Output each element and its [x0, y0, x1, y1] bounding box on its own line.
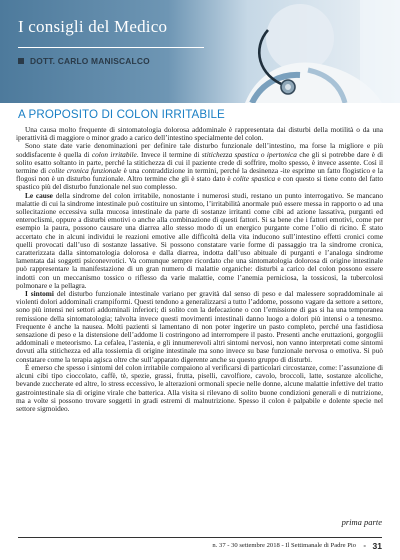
author-line — [18, 56, 150, 66]
author-name: DOTT. CARLO MANISCALCO — [30, 56, 150, 66]
title-underline — [18, 47, 204, 48]
paragraph-intro: Una causa molto frequente di sintomatologia dolorosa addominale è rappresentata dai disturbi della motilità o da una iperattività di maggiore o minor grado a carico dell’intestino specialmente del colon. — [16, 126, 383, 143]
issue-info: n. 37 - 30 settembre 2018 - Il Settimanale di Padre Pio — [212, 542, 356, 549]
page-footer — [0, 533, 400, 560]
doctor-stethoscope-photo — [0, 0, 400, 103]
paragraph-symptoms: I sintomi del disturbo funzionale intestinale variano per gravità dal senso di peso e dal malessere sopraddominale ai violenti dolori addominali crampiformi. Questi tendono a generalizzarsi a tutto l’addome, possono vagare da settore a settore, sono più intensi nei settori addominali inferiori; di solito con la defecazione o con l’emissione di gas si ha una temporanea remissione della sintomatologia; talvolta invece questi movimenti intestinali danno luogo a dolori più intensi o a tenesmo. Frequente è anche la nausea. Molti pazienti si lamentano di non poter ingerire un pasto completo, perché una fastidiosa sensazione di peso e la distensione dell’addome li costringono ad interrompere il pasto. Presenti anche eruttazioni, gorgoglii addominali e meteorismo. La cefalea, l’astenia, e gli innumerevoli altri sintomi nervosi, non vanno interpretati come sintomi dovuti alla stitichezza ed alla tossiemia di origine intestinale ma sono invece su base funzionale nervosa o emotiva. Si può constatare come la terapia agisca oltre che sull’apparato digerente anche su questo gruppo di disturbi. — [16, 289, 383, 364]
header-banner — [0, 0, 400, 103]
article-body — [16, 126, 383, 516]
square-bullet-icon — [18, 58, 24, 64]
article-title: A PROPOSITO DI COLON IRRITABILE — [18, 108, 225, 121]
footer-divider — [18, 537, 382, 538]
paragraph-triggers: È emerso che spesso i sintomi del colon irritabile compaiono al verificarsi di particolari circostanze, come: l’assunzione di alcuni cibi tipo cioccolato, caffè, tè, spezie, grassi, frutta, piselli, cavolfiore, cavolo, broccoli, latte, sostanze alcoliche, bevande zuccherate ed altre, lo stress eccessivo, le alterazioni ormonali specie nelle donne, alcune malattie infettive del tratto gastrointestinale sia di origine virale che batterica. Alla visita si rilevano di solito buone condizioni generali e di nutrizione, ma a volte si possono trovare soggetti in gradi estremi di malnutrizione. Spesso il colon è palpabile e dolente specie nel settore sigmoideo. — [16, 362, 383, 413]
continues-label: prima parte — [341, 517, 382, 527]
section-title: I consigli del Medico — [18, 17, 168, 36]
page-number: 31 — [372, 541, 382, 551]
paragraph-denominations: Sono state date varie denominazioni per definire tale disturbo funzionale dell’intestino, ma forse la migliore e più soddisfacente è quella di colon irritabile. Invece il termine di stitichezza spastica o ipertonica che gli si potrebbe dare è di solito esatto soltanto in parte, perché la stitichezza di cui il paziente crede di soffrire, molto spesso, è invece assente. Così il termine di colite cronica funzionale è una contraddizione in termini, perché la desinenza -ite esprime un fatto flogistico e la flogosi non è un disturbo funzionale. Altro termine che gli è stato dato è colite spastica e con questo si tiene conto del fatto spastico più del disturbo funzionale nel suo complesso. — [16, 141, 383, 192]
footer-separator: - — [363, 541, 366, 550]
paragraph-causes: Le cause della sindrome del colon irritabile, nonostante i numerosi studi, restano un punto interrogativo. Se mancano malattie di cui la sindrome intestinale può costituire un sintomo, l’irritabilità anormale può essere messa in rapporto o ad una sollecitazione eccessiva sulla mucosa intestinale da parte di sostanze irritanti come cibi ad azione lassativa, purganti ed enteroclismi, oppure a disturbi emotivi o anche alla combinazione di questi fattori. Si sa bene che i fattori emotivi, come per esempio la paura, possono causare una diarrea allo stesso modo di un energico purgante come l’olio di ricino. È stato accertato che in alcuni individui le reazioni emotive alle difficoltà della vita inducono sull’intestino effetti cronici come quelli provocati dall’uso di sostanze lassative. Si possono constatare varie forme di passaggio tra la sindrome cronica, caratterizzata dalla sintomatologia dolorosa e dalla diarrea, indotta dall’uso abituale di purganti e l’analoga sindrome lamentata dai soggetti psiconevrotici. Va comunque sempre ricordato che una sintomatologia dolorosa di origine intestinale può rappresentare la manifestazione di un gran numero di malattie organiche: disturbi a carico del colon possono essere indotti con un meccanismo tossico o riflesso da varie malattie, come l’anemia perniciosa, la tossicosi, la tubercolosi polmonare e la pellagra. — [16, 190, 383, 290]
